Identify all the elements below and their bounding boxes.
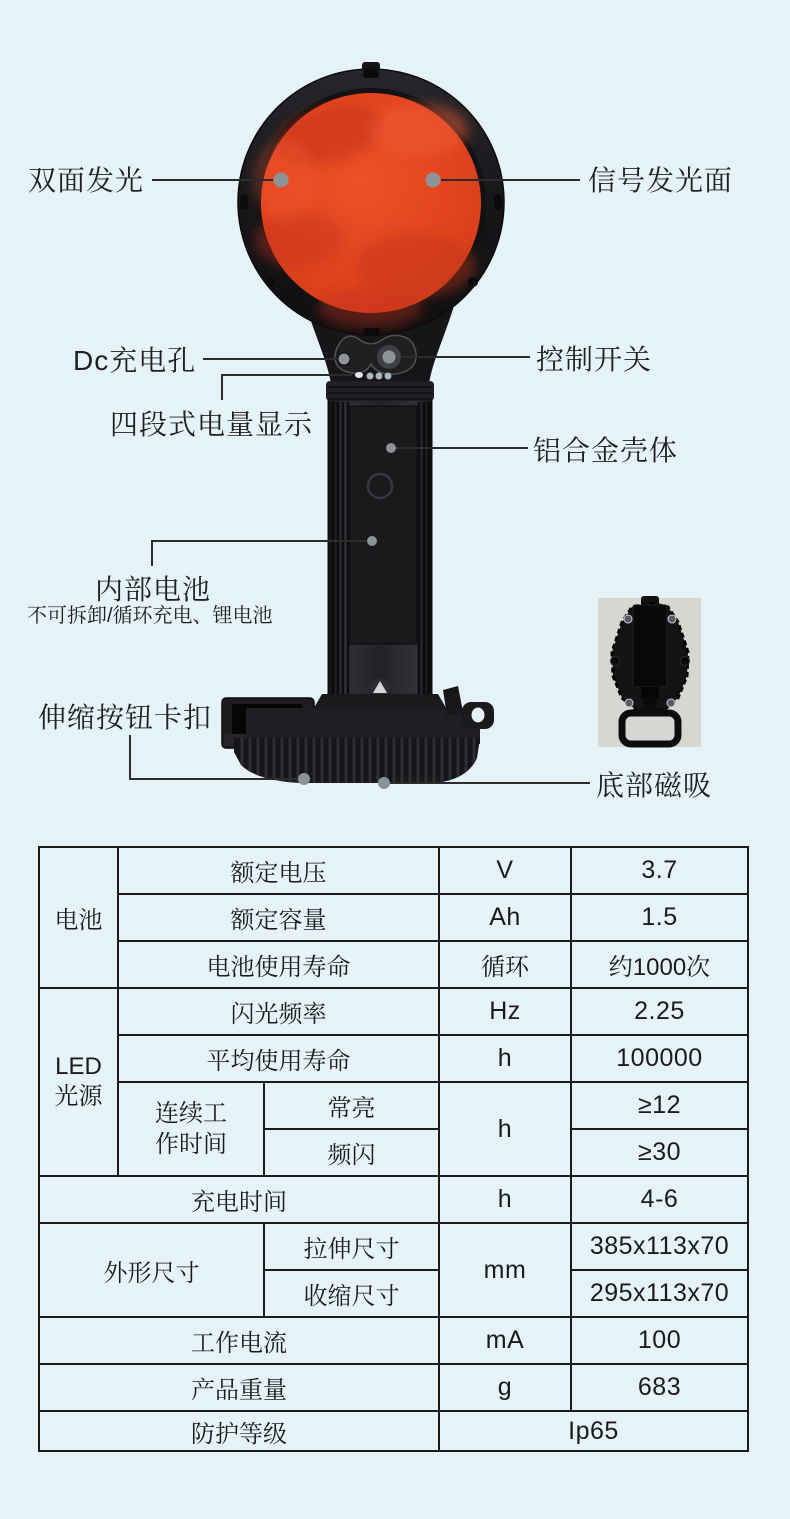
annotation-bottom-magnet: 底部磁吸 (596, 770, 713, 801)
annotation-aluminum-shell: 铝合金壳体 (533, 435, 679, 466)
spec-extended-size-label: 拉伸尺寸 (264, 1223, 439, 1270)
group-battery: 电池 (39, 847, 118, 988)
annotation-battery-indicator: 四段式电量显示 (110, 409, 314, 440)
spec-battery-life-label: 电池使用寿命 (118, 941, 439, 988)
spec-working-current-value: 100 (571, 1317, 748, 1364)
spec-working-current-unit: mA (439, 1317, 571, 1364)
group-led: LED光源 (39, 988, 118, 1176)
spec-charge-time-value: 4-6 (571, 1176, 748, 1223)
spec-product-weight-value: 683 (571, 1364, 748, 1411)
spec-capacity-unit: Ah (439, 894, 571, 941)
spec-retracted-size-value: 295x113x70 (571, 1270, 748, 1317)
spec-steady-on-label: 常亮 (264, 1082, 439, 1129)
table-row (39, 1176, 748, 1223)
table-row (39, 988, 748, 1035)
annotation-control-switch: 控制开关 (536, 344, 653, 375)
spec-flash-frequency-label: 闪光频率 (118, 988, 439, 1035)
table-row (39, 1082, 748, 1129)
annotation-dc-port: Dc充电孔 (73, 345, 197, 376)
annotation-internal-battery-note: 不可拆卸/循环充电、锂电池 (27, 605, 273, 627)
spec-extended-size-value: 385x113x70 (571, 1223, 748, 1270)
spec-average-life-unit: h (439, 1035, 571, 1082)
spec-average-life-label: 平均使用寿命 (118, 1035, 439, 1082)
spec-voltage-unit: V (439, 847, 571, 894)
spec-capacity-value: 1.5 (571, 894, 748, 941)
spec-protection-rating-value: Ip65 (439, 1411, 748, 1451)
spec-average-life-value: 100000 (571, 1035, 748, 1082)
spec-working-current-label: 工作电流 (39, 1317, 439, 1364)
spec-voltage-value: 3.7 (571, 847, 748, 894)
spec-battery-life-value: 约1000次 (571, 941, 748, 988)
spec-protection-rating-label: 防护等级 (39, 1411, 439, 1451)
spec-capacity-label: 额定容量 (118, 894, 439, 941)
spec-continuous-work-label: 连续工作时间 (118, 1082, 264, 1176)
annotation-telescopic-clip: 伸缩按钮卡扣 (38, 702, 213, 733)
spec-voltage-label: 额定电压 (118, 847, 439, 894)
spec-product-weight-unit: g (439, 1364, 571, 1411)
table-row (39, 1223, 748, 1270)
annotation-signal-face: 信号发光面 (588, 165, 734, 196)
spec-continuous-work-unit: h (439, 1082, 571, 1176)
spec-strobe-value: ≥30 (571, 1129, 748, 1176)
table-row (39, 941, 748, 988)
annotation-double-sided: 双面发光 (28, 165, 145, 196)
spec-table (38, 846, 749, 1452)
device-base (222, 686, 494, 788)
table-row (39, 894, 748, 941)
spec-charge-time-unit: h (439, 1176, 571, 1223)
annotation-internal-battery: 内部电池 (95, 574, 212, 605)
table-row (39, 1317, 748, 1364)
spec-flash-frequency-value: 2.25 (571, 988, 748, 1035)
spec-charge-time-label: 充电时间 (39, 1176, 439, 1223)
table-row (39, 1411, 748, 1451)
device-head (238, 62, 504, 336)
spec-dimensions-unit: mm (439, 1223, 571, 1317)
spec-steady-on-value: ≥12 (571, 1082, 748, 1129)
handle-collar (326, 381, 434, 401)
bottom-magnet-inset-photo (598, 596, 701, 747)
battery-door-panel (350, 406, 417, 644)
spec-flash-frequency-unit: Hz (439, 988, 571, 1035)
spec-dimensions-label: 外形尺寸 (39, 1223, 264, 1317)
spec-strobe-label: 频闪 (264, 1129, 439, 1176)
magnet-block (633, 605, 667, 687)
table-row (39, 1364, 748, 1411)
spec-battery-life-unit: 循环 (439, 941, 571, 988)
spec-product-weight-label: 产品重量 (39, 1364, 439, 1411)
spec-retracted-size-label: 收缩尺寸 (264, 1270, 439, 1317)
table-row (39, 847, 748, 894)
table-row (39, 1035, 748, 1082)
